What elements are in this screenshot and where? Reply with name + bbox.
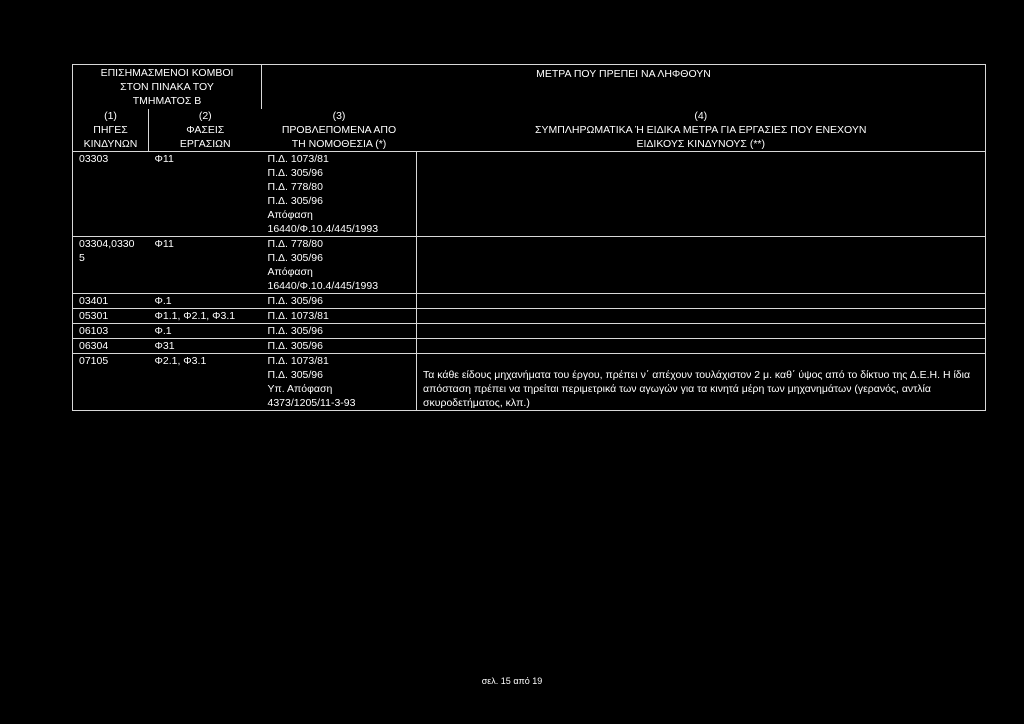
row-law: Π.Δ. 1073/81 Π.Δ. 305/96 Π.Δ. 778/80 Π.Δ. 305/96 Απόφαση 16440/Φ.10.4/445/1993	[262, 151, 417, 236]
table-row	[73, 293, 986, 308]
row-source: 07105	[73, 353, 149, 410]
row-phase: Φ11	[149, 151, 262, 236]
row-phase: Φ.1	[149, 293, 262, 308]
table-row	[73, 236, 986, 293]
col2-header: ΦΑΣΕΙΣ ΕΡΓΑΣΙΩΝ	[149, 123, 262, 152]
row-source: 06103	[73, 323, 149, 338]
measures-table	[72, 64, 986, 411]
col4-number: (4)	[417, 109, 986, 123]
row-measures	[417, 293, 986, 308]
row-law: Π.Δ. 1073/81 Π.Δ. 305/96 Υπ. Απόφαση 4373/1205/11-3-93	[262, 353, 417, 410]
row-source: 03303	[73, 151, 149, 236]
row-measures	[417, 308, 986, 323]
row-law: Π.Δ. 305/96	[262, 323, 417, 338]
row-phase: Φ.1	[149, 323, 262, 338]
row-phase: Φ11	[149, 236, 262, 293]
table-row	[73, 338, 986, 353]
nodes-header: ΕΠΙΣΗΜΑΣΜΕΝΟΙ ΚΟΜΒΟΙ ΣΤΟΝ ΠΙΝΑΚΑ ΤΟΥ ΤΜΗΜΑΤΟΣ Β	[73, 65, 262, 109]
table-row	[73, 323, 986, 338]
col3-header: ΠΡΟΒΛΕΠΟΜΕΝΑ ΑΠΟ ΤΗ ΝΟΜΟΘΕΣΙΑ (*)	[262, 123, 417, 152]
row-law: Π.Δ. 305/96	[262, 293, 417, 308]
row-phase: Φ2.1, Φ3.1	[149, 353, 262, 410]
row-source: 03401	[73, 293, 149, 308]
row-phase: Φ1.1, Φ2.1, Φ3.1	[149, 308, 262, 323]
row-measures	[417, 338, 986, 353]
row-measures	[417, 236, 986, 293]
col3-number: (3)	[332, 109, 346, 122]
table-row	[73, 151, 986, 236]
row-source: 06304	[73, 338, 149, 353]
row-law: Π.Δ. 305/96	[262, 338, 417, 353]
row-measures	[417, 151, 986, 236]
row-source: 05301	[73, 308, 149, 323]
table-row	[73, 308, 986, 323]
table-row	[73, 353, 986, 410]
row-source: 03304,0330 5	[73, 236, 149, 293]
col4-header: ΣΥΜΠΛΗΡΩΜΑΤΙΚΑ Ή ΕΙΔΙΚΑ ΜΕΤΡΑ ΓΙΑ ΕΡΓΑΣΙΕΣ ΠΟΥ ΕΝΕΧΟΥΝ ΕΙΔΙΚΟΥΣ ΚΙΝΔΥΝΟΥΣ (**)	[417, 123, 986, 152]
row-measures	[417, 323, 986, 338]
row-law: Π.Δ. 1073/81	[262, 308, 417, 323]
col1-header: ΠΗΓΕΣ ΚΙΝΔΥΝΩΝ	[73, 123, 149, 152]
row-measures: Τα κάθε είδους μηχανήματα του έργου, πρέπει ν΄ απέχουν τουλάχιστον 2 μ. καθ΄ ύψος από το δίκτυο της Δ.Ε.Η. Η ίδια απόσταση πρέπει να τηρείται περιμετρικά των αγωγών για τα κινητά μέρη των μηχανημάτων (γερανός, αντλία σκυροδετήματος, κλπ.)	[417, 353, 986, 410]
col1-number: (1)	[73, 109, 149, 123]
page-number: σελ. 15 από 19	[481, 676, 543, 686]
measures-header: ΜΕΤΡΑ ΠΟΥ ΠΡΕΠΕΙ ΝΑ ΛΗΦΘΟΥΝ	[262, 65, 986, 109]
col2-number: (2)	[149, 109, 262, 123]
row-law: Π.Δ. 778/80 Π.Δ. 305/96 Απόφαση 16440/Φ.10.4/445/1993	[262, 236, 417, 293]
row-phase: Φ31	[149, 338, 262, 353]
